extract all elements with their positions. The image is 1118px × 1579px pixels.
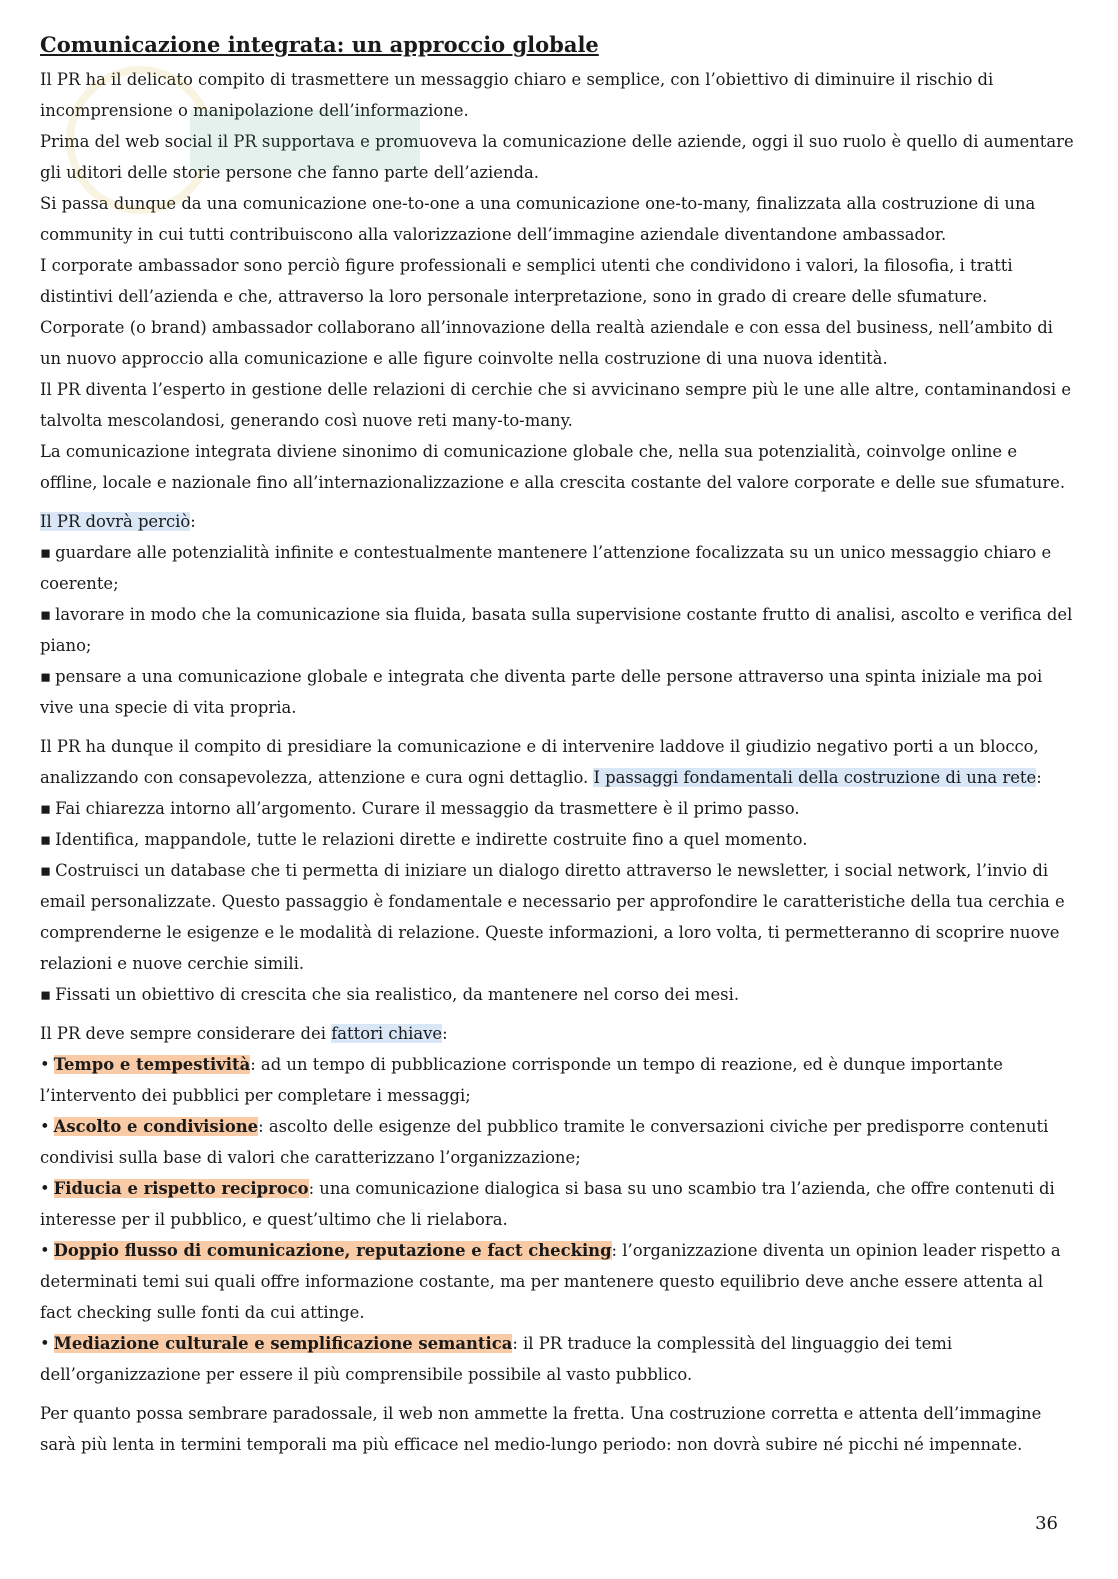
- intro-paragraph: I corporate ambassador sono perciò figure professionali e semplici utenti che condividono i valori, la filosofia, i tratti distintivi dell’azienda e che, attraverso la loro personale interpretazione, sono in grado di creare delle sfumature.: [40, 256, 1013, 306]
- factor-item: • Ascolto e condivisione: ascolto delle esigenze del pubblico tramite le conversazioni civiche per predisporre contenuti condivisi sulla base di valori che caratterizzano l’organizzazione;: [40, 1111, 1074, 1173]
- factor-term: Mediazione culturale e semplificazione semantica: [53, 1334, 513, 1353]
- network-lead: Il PR ha dunque il compito di presidiare la comunicazione e di intervenire laddove il giudizio negativo porti a un blocco, analizzando con consapevolezza, attenzione e cura ogni dettaglio. I passaggi fondamentali della costruzione di una rete:: [40, 737, 1042, 787]
- list-item: ▪ Fissati un obiettivo di crescita che sia realistico, da mantenere nel corso dei mesi.: [40, 979, 1074, 1010]
- factors-lead: Il PR deve sempre considerare dei fattori chiave:: [40, 1024, 448, 1043]
- list-item: ▪ guardare alle potenzialità infinite e contestualmente mantenere l’attenzione focalizzata su un unico messaggio chiaro e coerente;: [40, 537, 1074, 599]
- duties-heading: Il PR dovrà perciò:: [40, 512, 196, 531]
- factors-section: [40, 1018, 1074, 1390]
- factor-item: • Fiducia e rispetto reciproco: una comunicazione dialogica si basa su uno scambio tra l’azienda, che offre contenuti di interesse per il pubblico, e quest’ultimo che li rielabora.: [40, 1173, 1074, 1235]
- list-item: ▪ Identifica, mappandole, tutte le relazioni dirette e indirette costruite fino a quel momento.: [40, 824, 1074, 855]
- intro-paragraph: Si passa dunque da una comunicazione one-to-one a una comunicazione one-to-many, finalizzata alla costruzione di una community in cui tutti contribuiscono alla valorizzazione dell’immagine aziendale diventandone ambassador.: [40, 194, 1036, 244]
- factor-term: Fiducia e rispetto reciproco: [53, 1179, 309, 1198]
- duties-heading-text: Il PR dovrà perciò: [40, 512, 191, 531]
- intro-paragraph: Prima del web social il PR supportava e promuoveva la comunicazione delle aziende, oggi il suo ruolo è quello di aumentare gli uditori delle storie persone che fanno parte dell’azienda.: [40, 132, 1074, 182]
- intro-paragraph: Il PR ha il delicato compito di trasmettere un messaggio chiaro e semplice, con l’obiettivo di diminuire il rischio di incomprensione o manipolazione dell’informazione.: [40, 70, 994, 120]
- page-title: Comunicazione integrata: un approccio globale: [40, 32, 599, 57]
- intro-paragraph: La comunicazione integrata diviene sinonimo di comunicazione globale che, nella sua potenzialità, coinvolge online e offline, locale e nazionale fino all’internazionalizzazione e alla crescita costante del valore corporate e delle sue sfumature.: [40, 442, 1066, 492]
- page-number: 36: [1035, 1513, 1058, 1534]
- factor-term: Doppio flusso di comunicazione, reputazione e fact checking: [53, 1241, 612, 1260]
- closing-paragraph: Per quanto possa sembrare paradossale, il web non ammette la fretta. Una costruzione corretta e attenta dell’immagine sarà più lenta in termini temporali ma più efficace nel medio-lungo periodo: non dovrà subire né picchi né impennate.: [40, 1404, 1042, 1454]
- factor-term: Ascolto e condivisione: [53, 1117, 259, 1136]
- duties-section: [40, 506, 1074, 723]
- factor-term: Tempo e tempestività: [53, 1055, 251, 1074]
- factors-highlight: fattori chiave: [331, 1024, 443, 1043]
- intro-section: [40, 64, 1074, 498]
- factor-item: • Doppio flusso di comunicazione, reputazione e fact checking: l’organizzazione diventa un opinion leader rispetto a determinati temi sui quali offre informazione costante, ma per mantenere questo equilibrio deve anche essere attenta al fact checking sulle fonti da cui attinge.: [40, 1235, 1074, 1328]
- intro-paragraph: Corporate (o brand) ambassador collaborano all’innovazione della realtà aziendale e con essa del business, nell’ambito di un nuovo approccio alla comunicazione e alle figure coinvolte nella costruzione di una nuova identità.: [40, 318, 1053, 368]
- factor-item: • Tempo e tempestività: ad un tempo di pubblicazione corrisponde un tempo di reazione, ed è dunque importante l’intervento dei pubblici per completare i messaggi;: [40, 1049, 1074, 1111]
- intro-paragraph: Il PR diventa l’esperto in gestione delle relazioni di cerchie che si avvicinano sempre più le une alle altre, contaminandosi e talvolta mescolandosi, generando così nuove reti many-to-many.: [40, 380, 1072, 430]
- network-highlight: I passaggi fondamentali della costruzione di una rete: [593, 768, 1037, 787]
- list-item: ▪ lavorare in modo che la comunicazione sia fluida, basata sulla supervisione costante frutto di analisi, ascolto e verifica del piano;: [40, 599, 1074, 661]
- list-item: ▪ Costruisci un database che ti permetta di iniziare un dialogo diretto attraverso le newsletter, i social network, l’invio di email personalizzate. Questo passaggio è fondamentale e necessario per approfondire le caratteristiche della tua cerchia e comprenderne le esigenze e le modalità di relazione. Queste informazioni, a loro volta, ti permetteranno di scoprire nuove relazioni e nuove cerchie simili.: [40, 855, 1074, 979]
- list-item: ▪ pensare a una comunicazione globale e integrata che diventa parte delle persone attraverso una spinta iniziale ma poi vive una specie di vita propria.: [40, 661, 1074, 723]
- network-section: [40, 731, 1074, 1010]
- list-item: ▪ Fai chiarezza intorno all’argomento. Curare il messaggio da trasmettere è il primo passo.: [40, 793, 1074, 824]
- factor-item: • Mediazione culturale e semplificazione semantica: il PR traduce la complessità del linguaggio dei temi dell’organizzazione per essere il più comprensibile possibile al vasto pubblico.: [40, 1328, 1074, 1390]
